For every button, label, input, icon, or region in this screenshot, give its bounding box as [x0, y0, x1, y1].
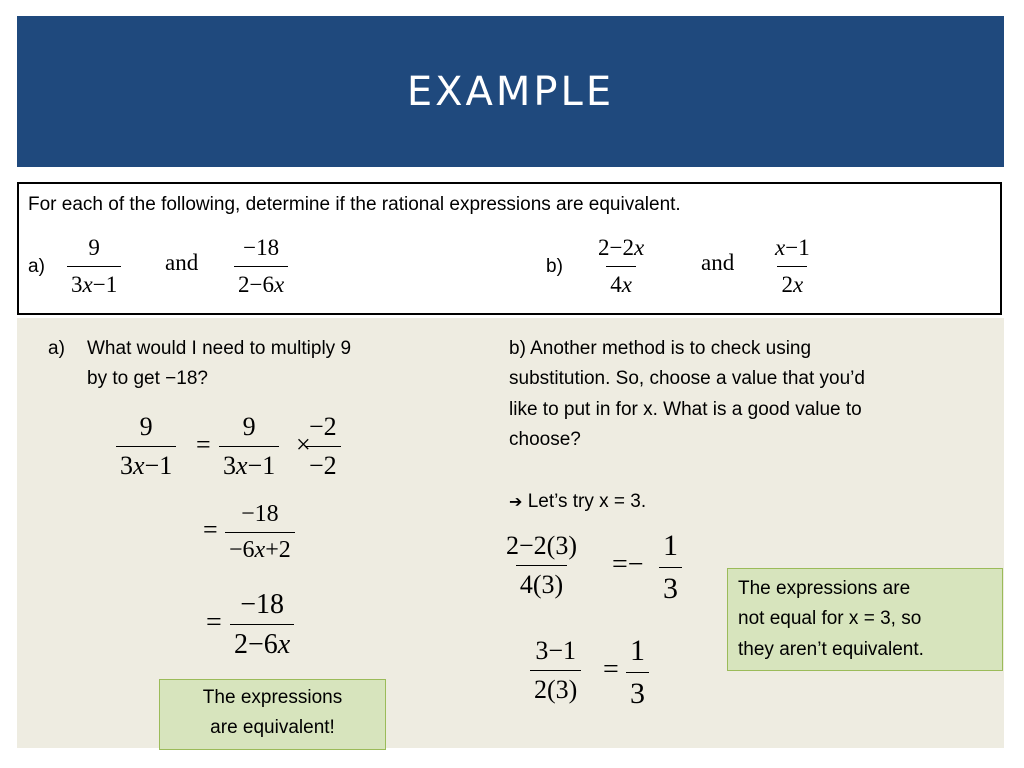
callout-line-2: are equivalent! [210, 717, 335, 739]
slide-title: EXAMPLE [406, 68, 615, 115]
substitution-1-equals: =− [612, 549, 644, 580]
problem-b-label: b) [546, 256, 563, 277]
step1-multiplier-fraction [305, 408, 341, 484]
part-b-line-2: substitution. So, choose a value that you’d [509, 368, 865, 390]
part-b-line-1: b) Another method is to check using [509, 338, 812, 359]
substitution-2-result [626, 630, 649, 715]
denominator: 2x [777, 266, 807, 303]
callout-line-3: they aren’t equivalent. [738, 638, 924, 660]
step1-right-fraction [219, 408, 279, 484]
numerator: x−1 [775, 235, 810, 260]
step1-left-fraction [116, 408, 176, 484]
numerator: 1 [663, 529, 678, 562]
denominator: 4(3) [516, 565, 567, 604]
substitution-2-equals: = [603, 654, 619, 685]
try-line [509, 487, 646, 517]
problem-b-fraction-2 [771, 230, 814, 302]
part-b-text [509, 334, 999, 456]
step2-fraction [225, 497, 295, 568]
substitution-2-fraction [530, 632, 581, 708]
denominator: 4x [606, 266, 636, 303]
step1-times: × [296, 430, 311, 459]
try-text: Let’s try x = 3. [527, 491, 647, 512]
numerator: 3−1 [535, 636, 576, 665]
numerator: −18 [240, 589, 285, 620]
callout-line-1: The expressions [202, 687, 343, 708]
numerator: 9 [88, 235, 100, 260]
numerator: −18 [243, 235, 280, 260]
denominator: 3 [626, 672, 649, 715]
step3-fraction [230, 585, 294, 664]
title-band [17, 16, 1004, 167]
step1-equals: = [196, 430, 211, 459]
problem-a-fraction-2 [234, 230, 288, 302]
problem-instruction: For each of the following, determine if the rational expressions are equivalent. [28, 194, 681, 215]
callout-line-1: The expressions are [738, 578, 911, 599]
problem-b-and: and [701, 250, 735, 275]
denominator: 3x−1 [67, 266, 121, 303]
part-a-question [87, 334, 467, 395]
problem-a-label: a) [28, 256, 45, 277]
substitution-1-result [659, 525, 682, 610]
denominator: 2−6x [234, 266, 288, 303]
denominator: 2(3) [530, 670, 581, 709]
problem-b-fraction-1 [594, 230, 648, 302]
numerator: 9 [139, 412, 153, 441]
numerator: 2−2x [598, 235, 645, 260]
denominator: 2−6x [230, 624, 294, 664]
not-equivalent-callout [727, 568, 1003, 671]
denominator: 3x−1 [219, 446, 279, 485]
arrow-icon: ➔ [509, 492, 523, 511]
denominator: −2 [305, 446, 341, 485]
numerator: −2 [309, 412, 337, 441]
denominator: 3 [659, 567, 682, 610]
denominator: 3x−1 [116, 446, 176, 485]
numerator: 2−2(3) [506, 531, 577, 560]
callout-line-2: not equal for x = 3, so [738, 608, 922, 630]
problem-box [17, 182, 1002, 315]
part-a-label: a) [48, 338, 65, 359]
part-a-question-line-2: by to get −18? [87, 368, 208, 390]
numerator: 9 [242, 412, 256, 441]
part-b-line-3: like to put in for x. What is a good value to [509, 398, 862, 420]
numerator: 1 [630, 634, 645, 667]
numerator: −18 [241, 501, 279, 527]
problem-a-fraction-1 [67, 230, 121, 302]
step3-equals: = [206, 607, 222, 638]
denominator: −6x+2 [225, 532, 295, 568]
step2-equals: = [203, 515, 218, 544]
substitution-1-fraction [502, 527, 581, 603]
part-b-line-4: choose? [509, 429, 581, 451]
part-a-question-line-1: What would I need to multiply 9 [87, 338, 352, 359]
problem-a-and: and [165, 250, 199, 275]
equivalent-callout [159, 679, 386, 750]
